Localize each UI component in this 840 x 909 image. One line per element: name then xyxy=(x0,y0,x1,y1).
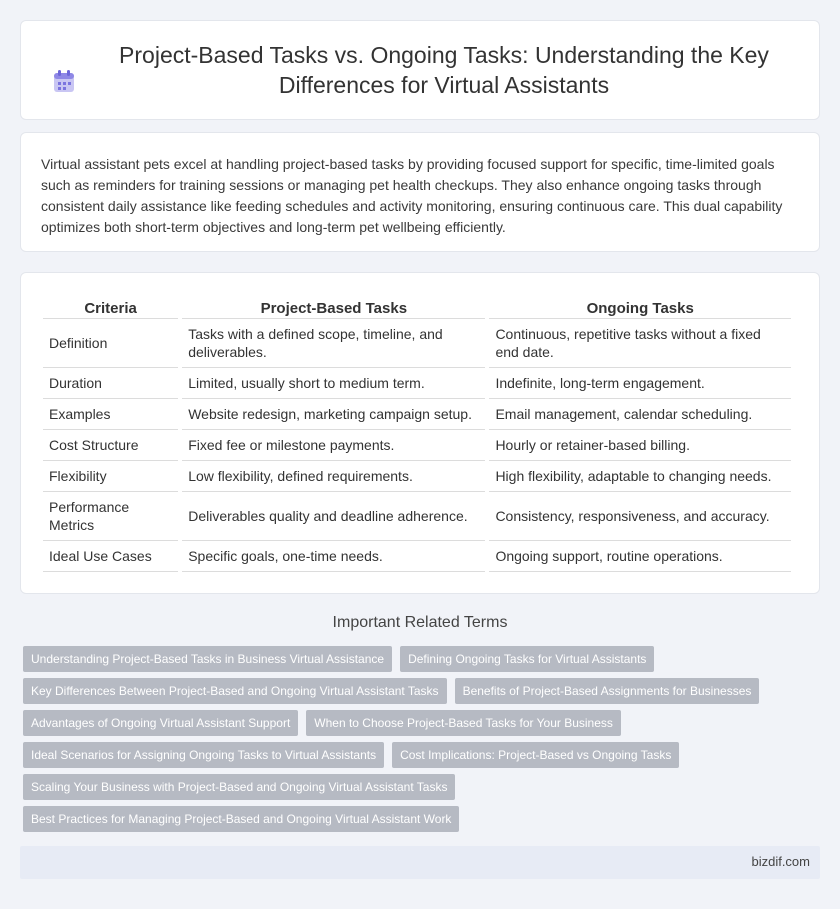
tag-row xyxy=(23,774,823,800)
row-project-value: Limited, usually short to medium term. xyxy=(182,368,485,399)
related-term-tag[interactable]: Benefits of Project-Based Assignments for Businesses xyxy=(455,678,760,704)
row-project-value: Low flexibility, defined requirements. xyxy=(182,461,485,492)
related-term-tag[interactable]: Defining Ongoing Tasks for Virtual Assistants xyxy=(400,646,654,672)
related-term-tag[interactable]: Ideal Scenarios for Assigning Ongoing Tasks to Virtual Assistants xyxy=(23,742,384,768)
tag-row xyxy=(23,742,823,768)
related-term-tag[interactable]: Best Practices for Managing Project-Based and Ongoing Virtual Assistant Work xyxy=(23,806,459,832)
table-row xyxy=(43,368,791,399)
related-terms-list xyxy=(23,646,823,838)
row-project-value: Tasks with a defined scope, timeline, and deliverables. xyxy=(182,319,485,368)
calendar-icon xyxy=(51,68,77,94)
row-criteria: Flexibility xyxy=(43,461,178,492)
row-ongoing-value: Consistency, responsiveness, and accuracy. xyxy=(489,492,791,541)
tag-row xyxy=(23,806,823,832)
comparison-table-card xyxy=(20,272,820,594)
row-project-value: Deliverables quality and deadline adherence. xyxy=(182,492,485,541)
row-criteria: Cost Structure xyxy=(43,430,178,461)
table-header-row xyxy=(43,293,791,319)
tag-row xyxy=(23,646,823,672)
row-criteria: Ideal Use Cases xyxy=(43,541,178,572)
table-row xyxy=(43,319,791,368)
row-ongoing-value: Ongoing support, routine operations. xyxy=(489,541,791,572)
table-row xyxy=(43,492,791,541)
footer-site-link[interactable]: bizdif.com xyxy=(751,854,810,869)
related-term-tag[interactable]: Understanding Project-Based Tasks in Business Virtual Assistance xyxy=(23,646,392,672)
header-card xyxy=(20,20,820,120)
related-term-tag[interactable]: Key Differences Between Project-Based and Ongoing Virtual Assistant Tasks xyxy=(23,678,447,704)
table-row xyxy=(43,541,791,572)
tag-row xyxy=(23,710,823,736)
row-project-value: Website redesign, marketing campaign setup. xyxy=(182,399,485,430)
related-term-tag[interactable]: When to Choose Project-Based Tasks for Your Business xyxy=(306,710,621,736)
related-term-tag[interactable]: Advantages of Ongoing Virtual Assistant Support xyxy=(23,710,298,736)
related-term-tag[interactable]: Cost Implications: Project-Based vs Ongoing Tasks xyxy=(392,742,679,768)
row-ongoing-value: Continuous, repetitive tasks without a fixed end date. xyxy=(489,319,791,368)
related-terms-title: Important Related Terms xyxy=(332,614,508,631)
header-project-based: Project-Based Tasks xyxy=(182,293,485,319)
row-criteria: Duration xyxy=(43,368,178,399)
comparison-table xyxy=(39,293,795,572)
row-ongoing-value: High flexibility, adaptable to changing needs. xyxy=(489,461,791,492)
header-criteria: Criteria xyxy=(43,293,178,319)
intro-paragraph: Virtual assistant pets excel at handling project-based tasks by providing focused support for specific, time-limited goals such as reminders for training sessions or managing pet health checkups. They also enhance ongoing tasks through consistent daily assistance like feeding schedules and activity monitoring, ensuring continuous care. This dual capability optimizes both short-term objectives and long-term pet wellbeing efficiently. xyxy=(41,156,783,235)
row-ongoing-value: Hourly or retainer-based billing. xyxy=(489,430,791,461)
row-ongoing-value: Indefinite, long-term engagement. xyxy=(489,368,791,399)
header-ongoing: Ongoing Tasks xyxy=(489,293,791,319)
row-criteria: Examples xyxy=(43,399,178,430)
table-row xyxy=(43,399,791,430)
page-title: Project-Based Tasks vs. Ongoing Tasks: Understanding the Key Differences for Virtual Assistants xyxy=(119,42,769,98)
tag-row xyxy=(23,678,823,704)
intro-card xyxy=(20,132,820,252)
row-criteria: Performance Metrics xyxy=(43,492,178,541)
row-criteria: Definition xyxy=(43,319,178,368)
table-row xyxy=(43,430,791,461)
title-wrap xyxy=(50,40,790,100)
related-term-tag[interactable]: Scaling Your Business with Project-Based and Ongoing Virtual Assistant Tasks xyxy=(23,774,455,800)
row-ongoing-value: Email management, calendar scheduling. xyxy=(489,399,791,430)
row-project-value: Specific goals, one-time needs. xyxy=(182,541,485,572)
table-row xyxy=(43,461,791,492)
footer xyxy=(20,846,820,879)
row-project-value: Fixed fee or milestone payments. xyxy=(182,430,485,461)
